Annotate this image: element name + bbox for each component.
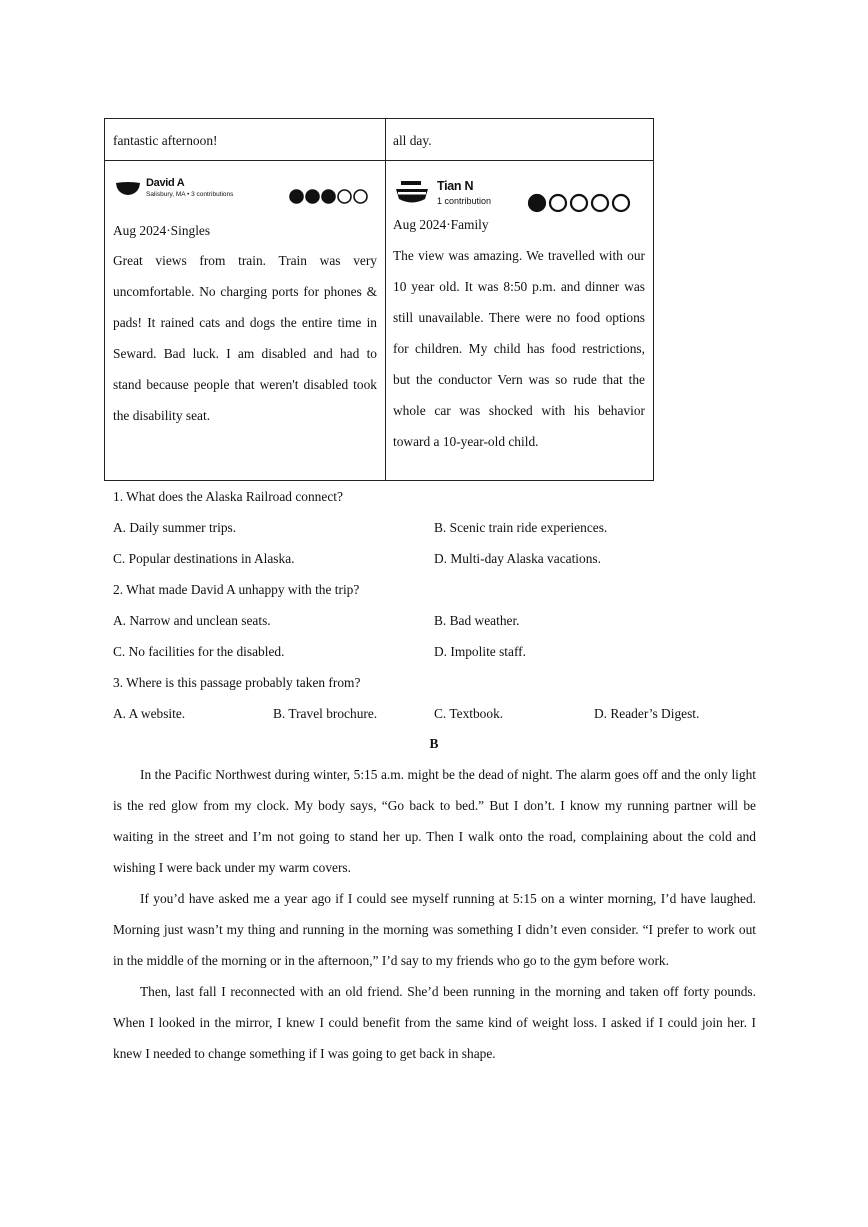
- review-date-type: Aug 2024·Family: [393, 217, 489, 232]
- q1-option-b: B. Scenic train ride experiences.: [434, 520, 608, 535]
- question-3: 3. Where is this passage probably taken from?: [113, 675, 361, 690]
- q1-option-c: C. Popular destinations in Alaska.: [113, 551, 295, 566]
- section-title: B: [429, 736, 439, 751]
- q2-option-a: A. Narrow and unclean seats.: [113, 613, 271, 628]
- review-date-type: Aug 2024·Singles: [113, 223, 211, 238]
- q2-option-d: D. Impolite staff.: [434, 644, 526, 659]
- review-david: [113, 161, 377, 431]
- review-table: [104, 118, 654, 481]
- q1-option-a: A. Daily summer trips.: [113, 520, 237, 535]
- rating-bubble-filled: [322, 190, 335, 203]
- rating-bubble-empty: [338, 190, 351, 203]
- reviewer-meta: 1 contribution: [437, 196, 492, 206]
- q3-option-d: D. Reader’s Digest.: [594, 706, 700, 721]
- rating-bubbles: [288, 188, 378, 204]
- rating-bubble-filled: [306, 190, 319, 203]
- table-cell-top-right: all day.: [393, 133, 432, 148]
- avatar-icon: [115, 180, 141, 196]
- reviewer-profile: [393, 161, 645, 217]
- reviewer-name: Tian N: [437, 179, 474, 193]
- avatar-icon: [395, 179, 429, 207]
- rating-bubble-filled: [529, 195, 545, 211]
- paragraph-3: Then, last fall I reconnected with an old friend. She’d been running in the morning and taken off forty pounds. When I looked in the mirror, I knew I could benefit from the same kind of weight loss. I asked if I could join her. I knew I needed to change something if I was going to get back in shape.: [113, 984, 756, 1061]
- q3-option-b: B. Travel brochure.: [273, 706, 378, 721]
- review-tian: [393, 161, 645, 457]
- rating-bubble-empty: [550, 195, 566, 211]
- reviewer-profile: [113, 161, 377, 223]
- q3-option-c: C. Textbook.: [434, 706, 504, 721]
- rating-bubbles: [527, 193, 639, 213]
- review-text: Great views from train. Train was very uncomfortable. No charging ports for phones & pads! It rained cats and dogs the entire time in Seward. Bad luck. I am disabled and had to stand because people that weren't disabled took the disability seat.: [113, 253, 377, 423]
- paragraph-1: In the Pacific Northwest during winter, 5:15 a.m. might be the dead of night. The alarm goes off and the only light is the red glow from my clock. My body says, “Go back to bed.” But I don’t. I know my running partner will be waiting in the street and I’m not going to stand her up. Then I walk onto the road, complaining about the cold and wishing I were back under my warm covers.: [113, 767, 756, 875]
- table-cell-top-left: fantastic afternoon!: [113, 133, 218, 148]
- question-2: 2. What made David A unhappy with the trip?: [113, 582, 360, 597]
- question-1: 1. What does the Alaska Railroad connect?: [113, 489, 343, 504]
- q2-option-b: B. Bad weather.: [434, 613, 520, 628]
- review-text: The view was amazing. We travelled with our 10 year old. It was 8:50 p.m. and dinner was still unavailable. There were no food options for children. My child has food restrictions, but the conductor Vern was so rude that the whole car was shocked with his behavior toward a 10-year-old child.: [393, 248, 645, 449]
- rating-bubble-empty: [592, 195, 608, 211]
- q3-option-a: A. A website.: [113, 706, 186, 721]
- q1-option-d: D. Multi-day Alaska vacations.: [434, 551, 601, 566]
- rating-bubble-filled: [290, 190, 303, 203]
- paragraph-2: If you’d have asked me a year ago if I could see myself running at 5:15 on a winter morning, I’d have laughed. Morning just wasn’t my thing and running in the morning was something I didn’t even consider. “I prefer to work out in the middle of the morning or in the afternoon,” I’d say to my friends who go to the gym before work.: [113, 891, 756, 968]
- table-divider-vertical: [385, 119, 386, 480]
- q2-option-c: C. No facilities for the disabled.: [113, 644, 285, 659]
- reviewer-name: David A: [146, 177, 185, 189]
- rating-bubble-empty: [613, 195, 629, 211]
- rating-bubble-empty: [571, 195, 587, 211]
- reviewer-meta: Salisbury, MA • 3 contributions: [146, 191, 234, 198]
- rating-bubble-empty: [354, 190, 367, 203]
